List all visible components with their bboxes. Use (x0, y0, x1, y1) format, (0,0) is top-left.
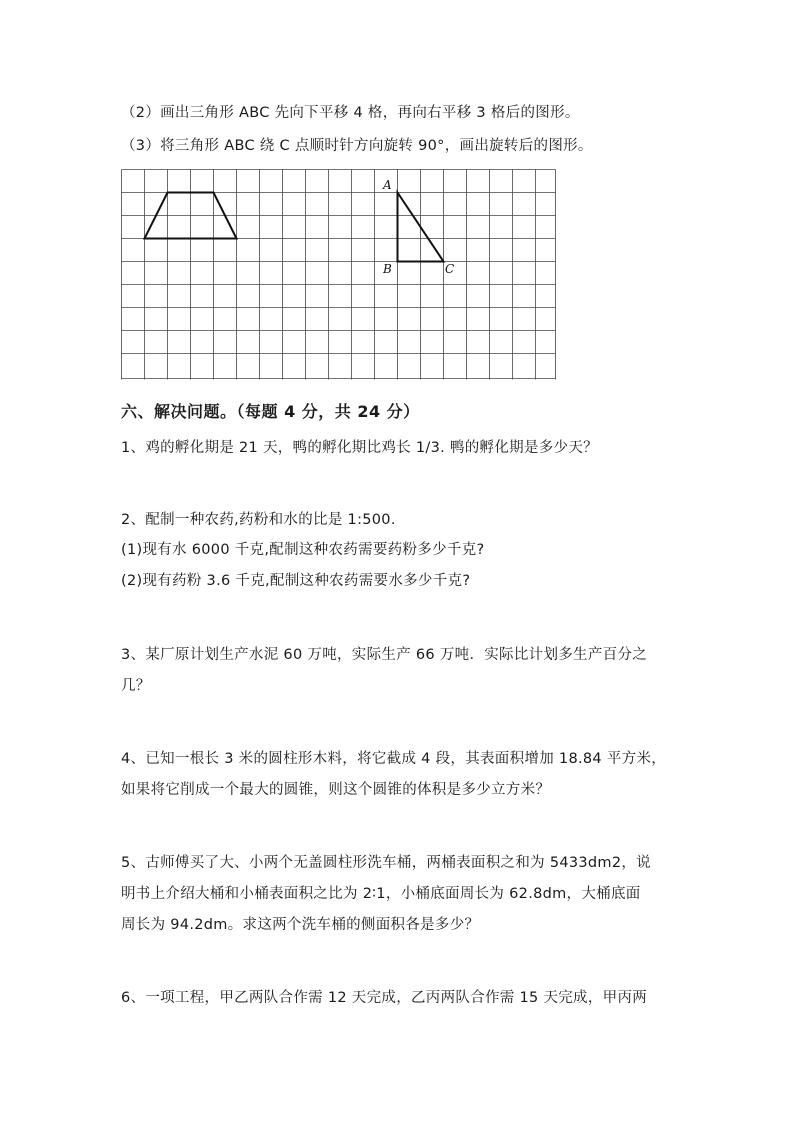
section-title: 六、解决问题。（每题 4 分，共 24 分） (121, 402, 420, 421)
problem-3-line-1: 3、某厂原计划生产水泥 60 万吨，实际生产 66 万吨．实际比计划多生产百分之 (121, 647, 648, 663)
label-b: B (383, 262, 392, 276)
problem-5-line-2: 明书上介绍大桶和小桶表面积之比为 2∶1，小桶底面周长为 62.8dm，大桶底面 (121, 886, 641, 902)
problem-3-line-2: 几？ (121, 678, 151, 694)
problem-5-line-3: 周长为 94.2dm。求这两个洗车桶的侧面积各是多少？ (121, 917, 480, 933)
instruction-step-3: （3）将三角形 ABC 绕 C 点顺时针方向旋转 90°，画出旋转后的图形。 (121, 138, 593, 154)
problem-2-question-1: (1)现有水 6000 千克,配制这种农药需要药粉多少千克? (121, 542, 485, 558)
label-a: A (383, 178, 392, 192)
problem-4-line-2: 如果将它削成一个最大的圆锥，则这个圆锥的体积是多少立方米？ (121, 782, 551, 798)
instruction-step-2: （2）画出三角形 ABC 先向下平移 4 格，再向右平移 3 格后的图形。 (121, 105, 580, 121)
problem-4-line-1: 4、已知一根长 3 米的圆柱形木料，将它截成 4 段，其表面积增加 18.84 平方米， (121, 751, 667, 767)
label-c: C (445, 262, 455, 276)
grid-lines (122, 170, 556, 380)
problem-6-line-1: 6、一项工程，甲乙两队合作需 12 天完成，乙丙两队合作需 15 天完成，甲丙两 (121, 990, 648, 1006)
grid-figure (121, 169, 557, 380)
problem-5-line-1: 5、古师傅买了大、小两个无盖圆柱形洗车桶，两桶表面积之和为 5433dm2，说 (121, 855, 651, 871)
problem-1: 1、鸡的孵化期是 21 天，鸭的孵化期比鸡长 1/3. 鸭的孵化期是多少天？ (121, 440, 598, 456)
problem-2-intro: 2、配制一种农药,药粉和水的比是 1:500. (121, 512, 396, 528)
problem-2-question-2: (2)现有药粉 3.6 千克,配制这种农药需要水多少千克? (121, 573, 471, 589)
